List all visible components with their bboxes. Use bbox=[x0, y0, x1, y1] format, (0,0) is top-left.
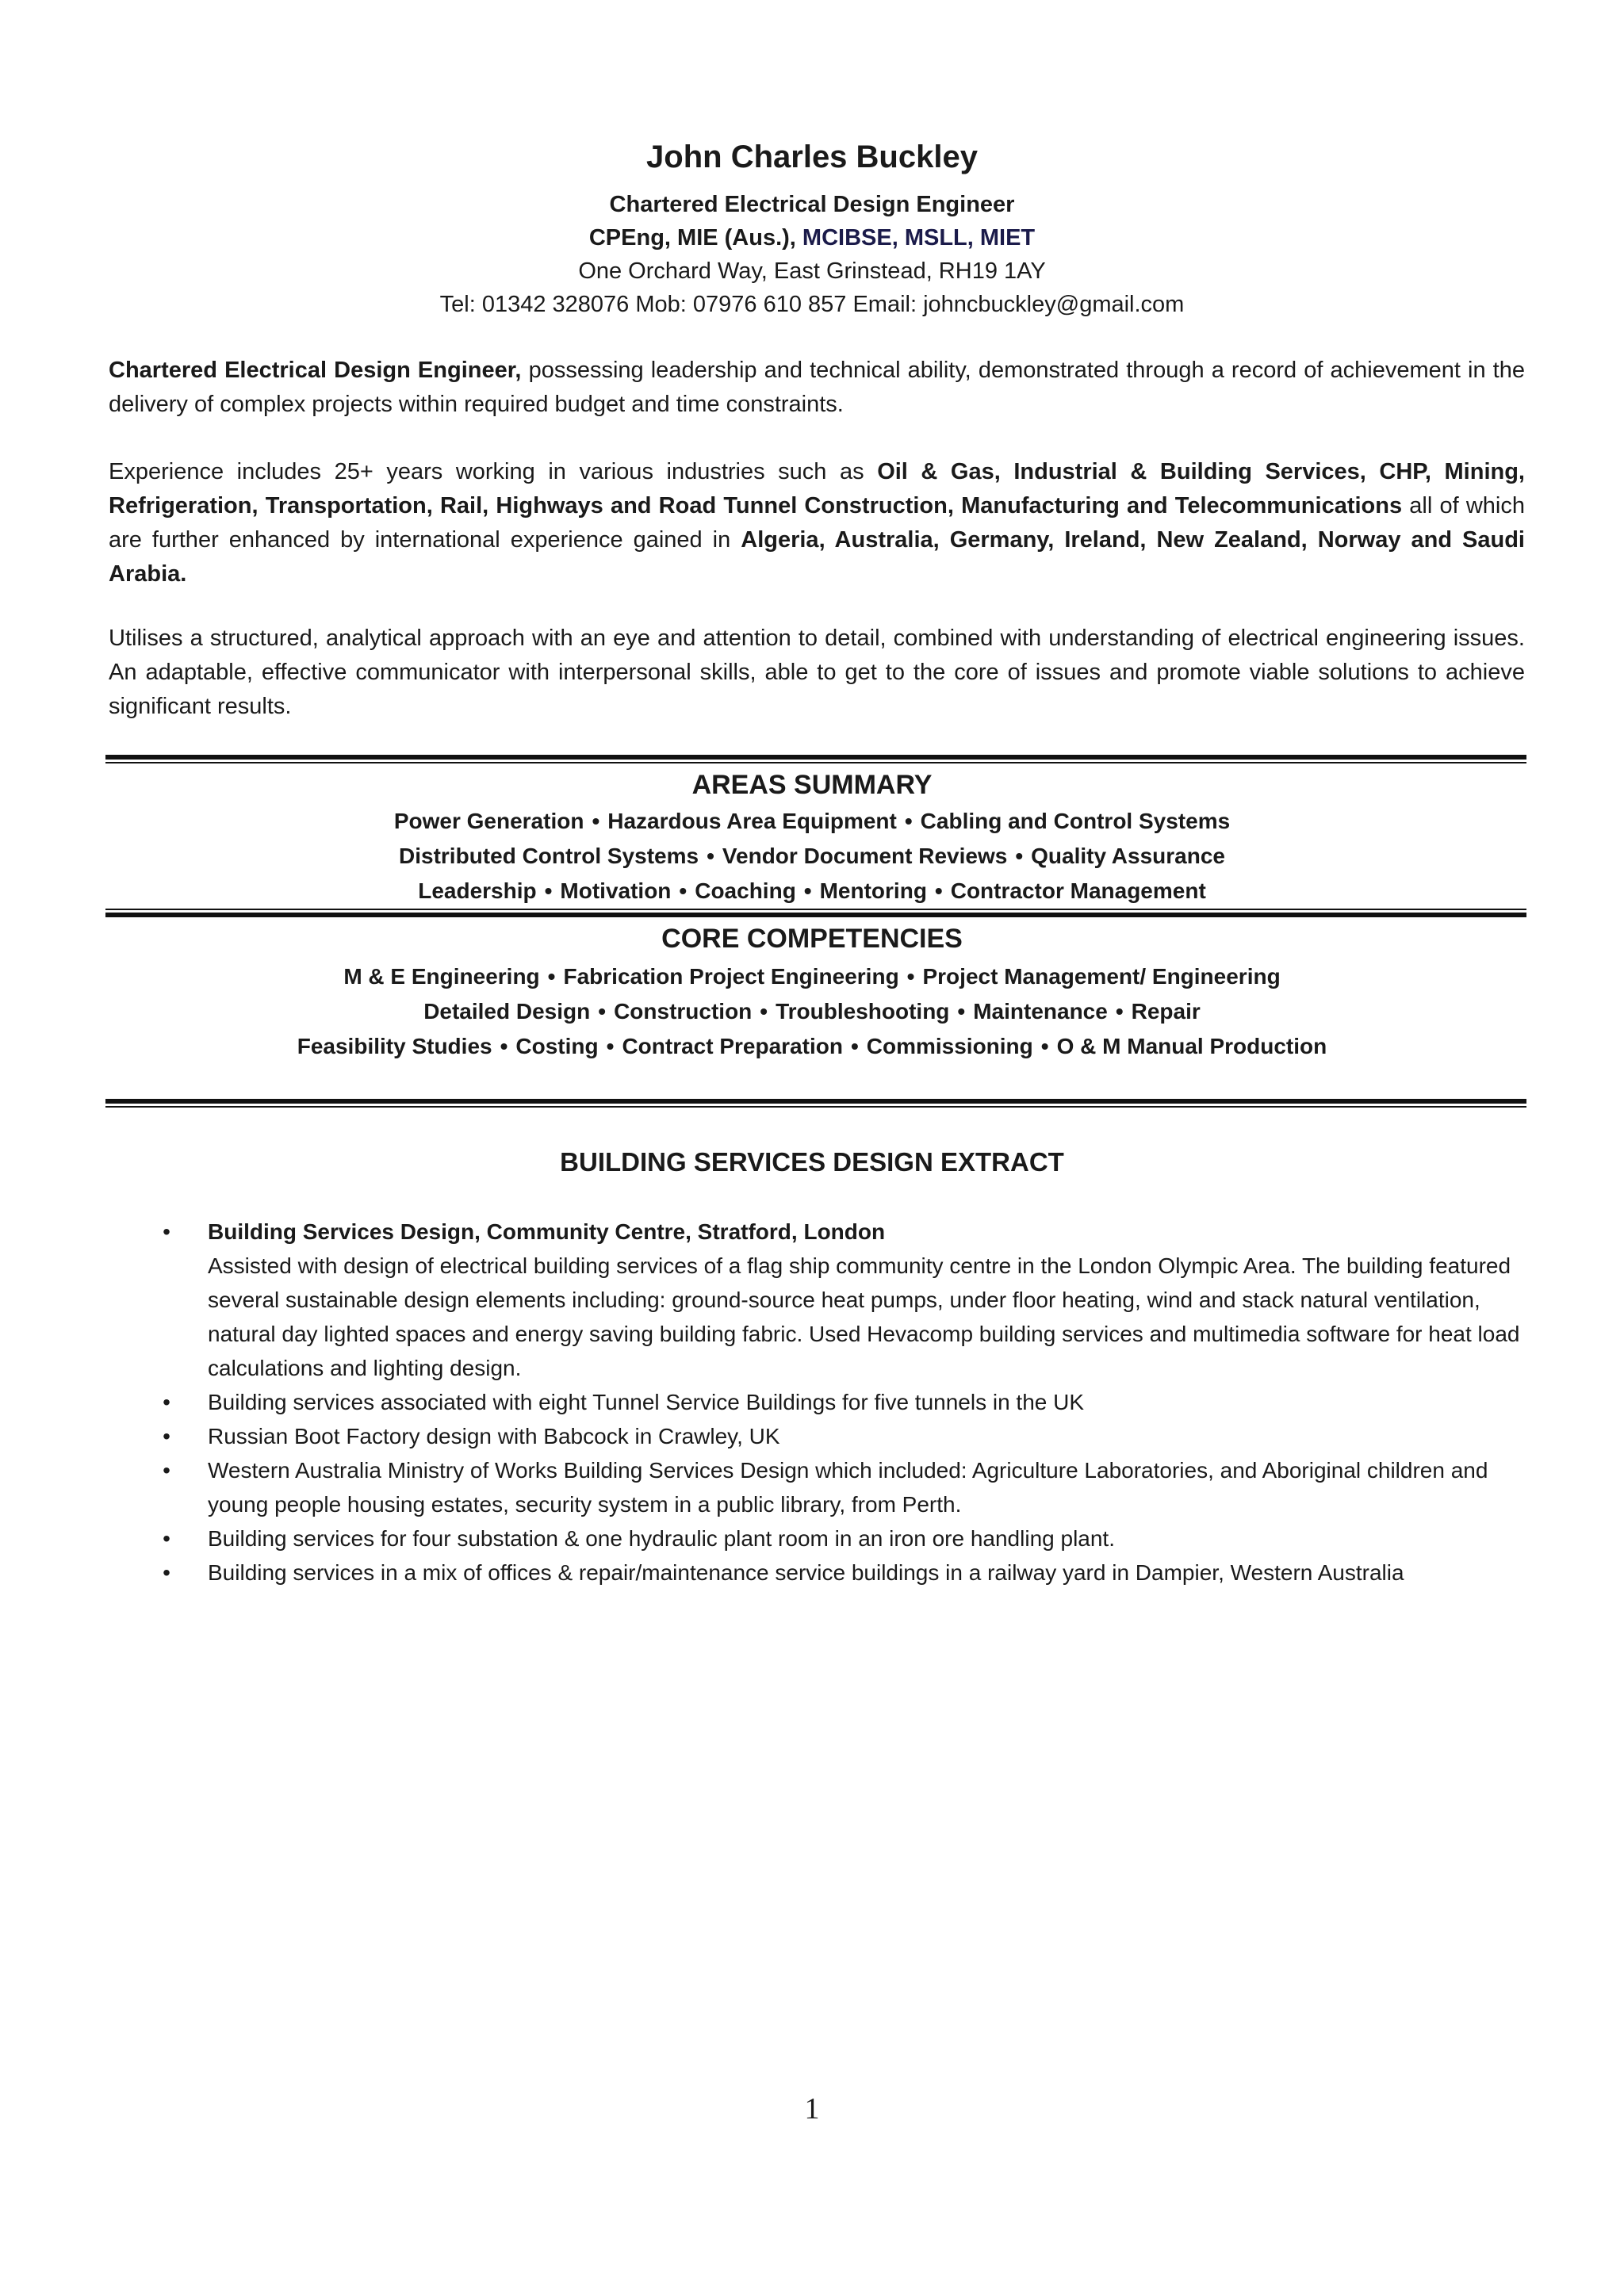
skill-item: Feasibility Studies bbox=[297, 1034, 492, 1058]
skill-item: Hazardous Area Equipment bbox=[607, 809, 897, 833]
extract-list bbox=[159, 1215, 1530, 1590]
list-item bbox=[159, 1556, 1530, 1590]
list-item-text: Building services in a mix of offices & repair/maintenance service buildings in a railway yard in Dampier, Western Australia bbox=[208, 1560, 1404, 1585]
bullet-separator-icon: • bbox=[957, 999, 966, 1024]
candidate-name: John Charles Buckley bbox=[646, 140, 978, 174]
core-competencies-heading: CORE COMPETENCIES bbox=[661, 924, 963, 954]
skill-item: Troubleshooting bbox=[776, 999, 950, 1024]
areas-line-3 bbox=[0, 875, 1624, 907]
areas-summary-heading: AREAS SUMMARY bbox=[691, 770, 933, 800]
areas-line-2 bbox=[0, 840, 1624, 872]
skill-item: O & M Manual Production bbox=[1056, 1034, 1327, 1058]
skill-item: Commissioning bbox=[866, 1034, 1033, 1058]
experience-mid: all of which are further enhanced by international experience gained in bbox=[109, 493, 1525, 553]
countries-list: Algeria, Australia, Germany, Ireland, New Zealand, Norway and Saudi Arabia. bbox=[109, 527, 1525, 587]
competencies-line-2 bbox=[0, 996, 1624, 1027]
credentials bbox=[0, 222, 1624, 254]
skill-item: Maintenance bbox=[973, 999, 1108, 1024]
skill-item: Leadership bbox=[418, 878, 537, 903]
divider-1 bbox=[105, 755, 1526, 763]
bullet-separator-icon: • bbox=[1115, 999, 1124, 1024]
bullet-separator-icon: • bbox=[906, 964, 915, 989]
list-item bbox=[159, 1453, 1530, 1521]
list-item-text: Russian Boot Factory design with Babcock in Crawley, UK bbox=[208, 1424, 780, 1448]
areas-line-1 bbox=[0, 806, 1624, 837]
bullet-separator-icon: • bbox=[850, 1034, 859, 1058]
bullet-separator-icon: • bbox=[934, 878, 943, 903]
skill-item: Costing bbox=[515, 1034, 599, 1058]
address: One Orchard Way, East Grinstead, RH19 1AY bbox=[578, 258, 1046, 284]
extract-heading: BUILDING SERVICES DESIGN EXTRACT bbox=[560, 1147, 1064, 1177]
skill-item: Detailed Design bbox=[423, 999, 591, 1024]
bullet-separator-icon: • bbox=[904, 809, 913, 833]
industries-list: Oil & Gas, Industrial & Building Services, CHP, Mining, Refrigeration, Transportation, Rail, Highways and Road Tunnel Construction, Manufacturing and Telecommunications bbox=[109, 459, 1525, 519]
credentials-part2: MCIBSE, MSLL, MIET bbox=[802, 225, 1036, 251]
skill-item: Contract Preparation bbox=[622, 1034, 843, 1058]
list-item bbox=[159, 1215, 1530, 1385]
skill-item: Distributed Control Systems bbox=[399, 844, 699, 868]
bullet-separator-icon: • bbox=[500, 1034, 508, 1058]
list-item-text: Building services for four substation & one hydraulic plant room in an iron ore handling plant. bbox=[208, 1526, 1115, 1551]
skill-item: Project Management/ Engineering bbox=[922, 964, 1281, 989]
bullet-separator-icon: • bbox=[1015, 844, 1024, 868]
competencies-line-1 bbox=[0, 961, 1624, 993]
skill-item: Cabling and Control Systems bbox=[920, 809, 1231, 833]
bullet-separator-icon: • bbox=[606, 1034, 615, 1058]
list-item bbox=[159, 1385, 1530, 1419]
list-item-text: Building services associated with eight Tunnel Service Buildings for five tunnels in the UK bbox=[208, 1390, 1085, 1414]
bullet-separator-icon: • bbox=[592, 809, 600, 833]
bullet-icon: • bbox=[163, 1560, 170, 1585]
divider-2 bbox=[105, 909, 1526, 917]
profile-text: possessing leadership and technical ability, demonstrated through a record of achievement in the delivery of complex projects within required budget and time constraints. bbox=[109, 358, 1525, 417]
bullet-icon: • bbox=[163, 1424, 170, 1448]
skill-item: Contractor Management bbox=[950, 878, 1206, 903]
list-item bbox=[159, 1419, 1530, 1453]
bullet-separator-icon: • bbox=[1040, 1034, 1049, 1058]
profile-paragraph-3: Utilises a structured, analytical approach with an eye and attention to detail, combined with understanding of electrical engineering issues. An adaptable, effective communicator with interpersonal skills, able to get to the core of issues and promote viable solutions to achieve significant results. bbox=[109, 626, 1525, 719]
bullet-separator-icon: • bbox=[803, 878, 812, 903]
list-item bbox=[159, 1521, 1530, 1556]
skill-item: Vendor Document Reviews bbox=[722, 844, 1008, 868]
bullet-separator-icon: • bbox=[598, 999, 607, 1024]
project-description: Assisted with design of electrical building services of a flag ship community centre in the London Olympic Area. The building featured several sustainable design elements including: ground-source heat pumps, under floor heating, wind and stack natural ventilation, natural day lighted spaces and energy saving building fabric. Used Hevacomp building services and multimedia software for heat load calculations and lighting design. bbox=[208, 1253, 1520, 1380]
contact-details: Tel: 01342 328076 Mob: 07976 610 857 Email: johncbuckley@gmail.com bbox=[439, 292, 1185, 317]
bullet-separator-icon: • bbox=[544, 878, 553, 903]
profile-paragraph-1 bbox=[109, 354, 1525, 422]
project-title: Building Services Design, Community Centre, Stratford, London bbox=[208, 1219, 886, 1244]
competencies-line-3 bbox=[0, 1031, 1624, 1062]
divider-3 bbox=[105, 1099, 1526, 1108]
skill-item: Coaching bbox=[695, 878, 796, 903]
experience-intro: Experience includes 25+ years working in various industries such as bbox=[109, 459, 878, 484]
skill-item: Quality Assurance bbox=[1031, 844, 1225, 868]
skill-item: M & E Engineering bbox=[343, 964, 540, 989]
skill-item: Fabrication Project Engineering bbox=[563, 964, 899, 989]
skill-item: Mentoring bbox=[819, 878, 927, 903]
bullet-separator-icon: • bbox=[679, 878, 688, 903]
bullet-icon: • bbox=[163, 1219, 170, 1244]
bullet-separator-icon: • bbox=[707, 844, 714, 868]
list-item-text: Western Australia Ministry of Works Building Services Design which included: Agriculture Laboratories, and Aboriginal children and young people housing estates, security system in a public library, from Perth. bbox=[208, 1458, 1488, 1517]
skill-item: Repair bbox=[1131, 999, 1201, 1024]
bullet-icon: • bbox=[163, 1390, 170, 1414]
skill-item: Motivation bbox=[560, 878, 672, 903]
credentials-part1: CPEng, MIE (Aus.), bbox=[588, 225, 796, 251]
bullet-separator-icon: • bbox=[760, 999, 768, 1024]
bullet-icon: • bbox=[163, 1458, 170, 1483]
bullet-separator-icon: • bbox=[547, 964, 556, 989]
profile-paragraph-2 bbox=[109, 455, 1525, 591]
skill-item: Power Generation bbox=[393, 809, 584, 833]
page-number: 1 bbox=[804, 2092, 820, 2126]
bullet-icon: • bbox=[163, 1526, 170, 1551]
job-title: Chartered Electrical Design Engineer bbox=[609, 192, 1015, 217]
skill-item: Construction bbox=[614, 999, 753, 1024]
profile-title: Chartered Electrical Design Engineer, bbox=[109, 358, 522, 383]
